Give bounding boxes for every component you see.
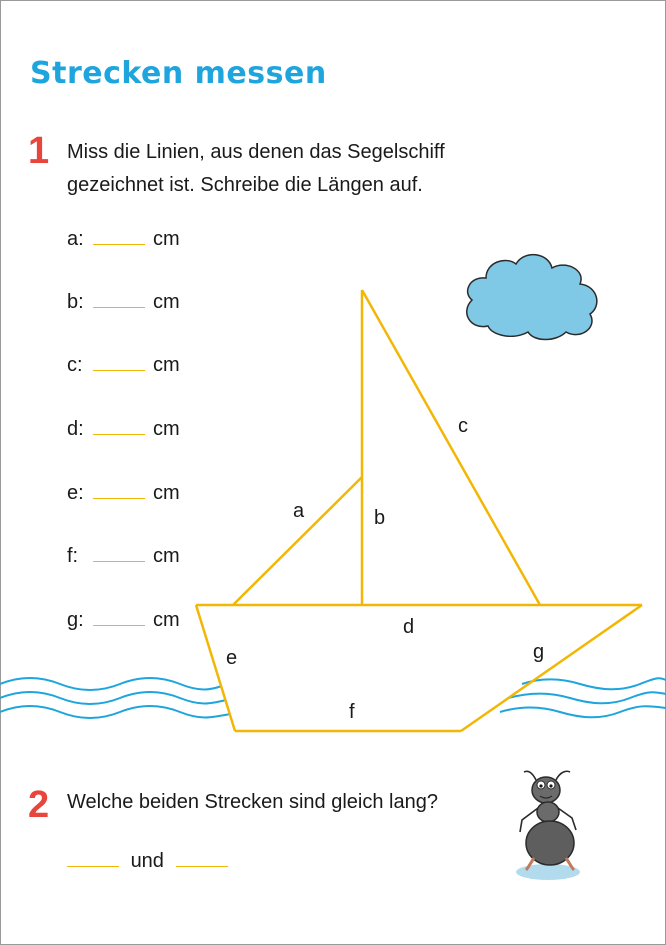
answer-blank-second[interactable] [176, 848, 228, 867]
waves [0, 678, 666, 718]
boat-label-c: c [458, 415, 468, 437]
row-label: d: [67, 418, 84, 440]
line-a [233, 477, 362, 605]
boat-label-g: g [533, 641, 545, 663]
row-label: g: [67, 609, 84, 631]
task-2-question: Welche beiden Strecken sind gleich lang? [67, 791, 438, 813]
unit-label: cm [153, 609, 180, 631]
unit-label: cm [153, 482, 180, 504]
row-label: a: [67, 228, 84, 250]
row-label: b: [67, 291, 84, 313]
boat-label-f: f [349, 701, 355, 723]
boat-label-b: b [374, 507, 386, 529]
row-label: e: [67, 482, 84, 504]
task-1-number: 1 [28, 130, 50, 172]
answer-blank-first[interactable] [67, 848, 119, 867]
line-g [461, 605, 642, 731]
boat-label-a: a [293, 500, 305, 522]
task-2-answer [67, 848, 228, 873]
row-label: c: [67, 354, 83, 376]
unit-label: cm [153, 418, 180, 440]
unit-label: cm [153, 291, 180, 313]
connector-word: und [130, 850, 164, 872]
unit-label: cm [153, 354, 180, 376]
sailboat [196, 290, 642, 731]
task-2-number: 2 [28, 784, 50, 826]
unit-label: cm [153, 228, 180, 250]
unit-label: cm [153, 545, 180, 567]
ant-character-illustration [516, 771, 580, 880]
row-label: f: [67, 545, 79, 567]
task-1-line-1: Miss die Linien, aus denen das Segelschiff [67, 141, 445, 163]
line-c [362, 290, 540, 605]
task-1-line-2: gezeichnet ist. Schreibe die Längen auf. [67, 174, 423, 196]
boat-label-d: d [403, 616, 415, 638]
boat-label-e: e [226, 647, 238, 669]
cloud-illustration [467, 255, 597, 340]
page-title: Strecken messen [30, 56, 327, 91]
